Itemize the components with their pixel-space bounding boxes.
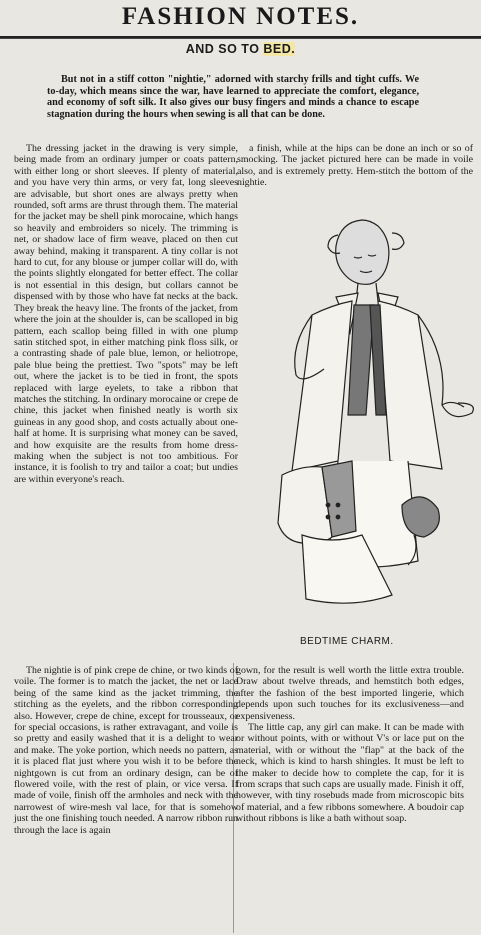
right-column-lower	[236, 665, 464, 825]
paragraph: The little cap, any girl can make. It can be made with or without points, with or without V's or lace put on the material, with or without the "flap" at the back of the neck, which is kind to harsh shingles. It must be left to the maker to decide how to complete the cap, for it is from scraps that such caps are usually made. Finish it off, however, with tiny rosebuds made from microscopic bits of material, and a few ribbons somewhere. A boudoir cap without ribbons is like a bath without soap.	[236, 722, 464, 825]
paragraph: gown, for the result is well worth the little extra trouble. Draw about twelve threads, and hemstitch both edges, after the fashion of the best imported lingerie, which depends upon such touches for its exclusiveness—and expensiveness.	[236, 665, 464, 722]
paragraph: The nightie is of pink crepe de chine, or two kinds of voile. The former is to match the jacket, the net or lace being of the same kind as the jacket trimming, the stitching as the eyelets, and the ribbon corresponding also. However, crepe de chine, except for trousseaux, or for special occasions, is rather extravagant, and voile is so pretty and easily washed that it is a delight to wear and make. The yoke portion, which needs no pattern, as it is placed flat just where you wish it to be before the nightgown is cut from an ordinary design, can be of flowered voile, with the rest of plain, or vice versa. If made of voile, finish off the armholes and neck with the narrowest of wire-mesh val lace, for that is somehow just the one finishing touch needed. A narrow ribbon run through the lace is again	[14, 665, 238, 836]
illustration-caption: BEDTIME CHARM.	[300, 636, 394, 647]
headline-highlight: BED.	[263, 42, 296, 56]
bedtime-illustration	[242, 205, 478, 637]
article-headline	[0, 42, 481, 56]
paragraph: a finish, while at the hips can be done an inch or so of smocking. The jacket pictured here can be made in voile also, and is extremely pretty. Hem-stitch the bottom of the nightie.	[237, 143, 473, 189]
right-column-top	[231, 143, 473, 189]
left-column	[14, 143, 238, 485]
illustration	[242, 205, 478, 637]
headline-text: AND SO TO	[185, 42, 264, 56]
paragraph: The dressing jacket in the drawing is very simple, being made from an ordinary jumper or coats pattern, with either long or short sleeves. If plenty of material, and you have very thin arms, or very fat, long sleeves are advisable, but short ones are always pretty when rounded, soft arms are thrust through them. The material for the jacket may be shell pink morocaine, which hangs so heavily and embroiders so nicely. The trimming is net, or shadow lace of firm weave, placed on then cut away behind, making it transparent. A tiny collar is not hard to cut, for any blouse or jumper collar will do, with the points slightly elongated for better effect. The collar is not essential in this design, but collars cannot be dispensed with by those who have fat necks at the back. They break the heavy line. The fronts of the jacket, from where the join at the shoulder is, can be scalloped in big pattern, each scallop being filled in with one plump satin stitched spot, in either matching pink floss silk, or a contrasting shade of pale blue, lemon, or heliotrope, pale blue being the prettiest. Two "spots" may be left out, where the jacket is to be tied in front, the spots replaced with large eyelets, to take a ribbon that matches the stitching. In ordinary morocaine or crepe de chine, this jacket when finished neatly is worth six guineas in any good shop, and costs actually about one-half at home. It is surprising what money can be saved, and how exquisite are the results from home dress-making when the subject is not too ambitious. For instance, it is foolish to try and tailor a coat; but undies are within everyone's reach.	[14, 143, 238, 485]
masthead	[0, 0, 481, 38]
left-column-lower	[14, 665, 238, 836]
masthead-rule	[0, 38, 481, 39]
section-title: FASHION NOTES.	[121, 3, 360, 30]
article-lead: But not in a stiff cotton "nightie," adorned with starchy frills and tight cuffs. We to-day, which means since the war, have learned to appreciate the comfort, elegance, and economy of soft silk. It also gives our busy fingers and minds a chance to escape stagnation during the hours when sewing is all that can be done.	[47, 74, 419, 120]
